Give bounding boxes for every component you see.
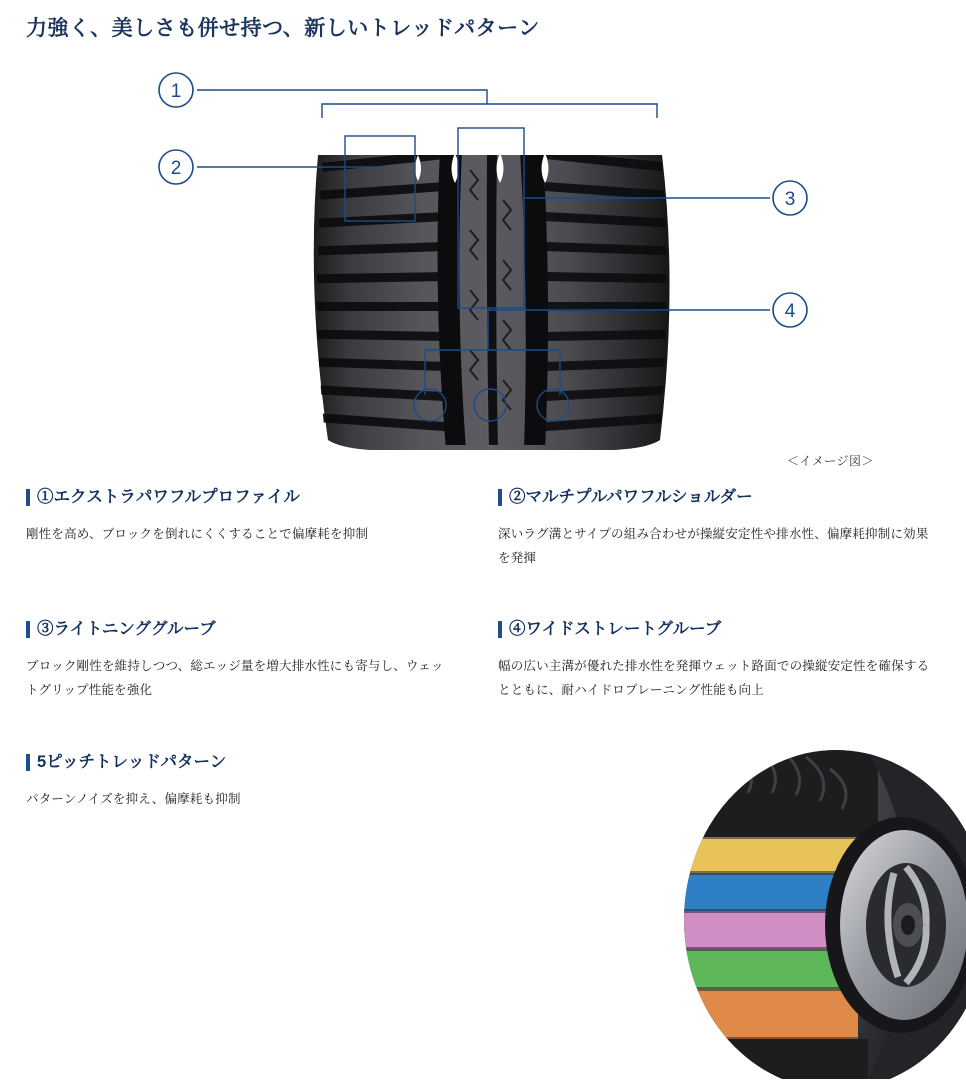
callout-marker-1 — [159, 73, 193, 107]
callout-marker-3 — [773, 181, 807, 215]
feature-block-1 — [26, 487, 456, 569]
feature-block-5 — [26, 752, 456, 834]
feature-body: 幅の広い主溝が優れた排水性を発揮ウェット路面での操縦安定性を確保するとともに、耐ハイドロプレーニング性能も向上 — [498, 659, 930, 697]
svg-text:3: 3 — [784, 189, 796, 210]
tread-pattern-diagram — [0, 50, 966, 470]
tire-photo-pitch-pattern — [668, 745, 966, 1079]
feature-block-2 — [498, 487, 938, 592]
tire-tread-illustration — [314, 150, 670, 450]
page-title: 力強く、美しさも併せ持つ、新しいトレッドパターン — [26, 17, 540, 40]
svg-text:1: 1 — [170, 81, 182, 102]
feature-title: 5ピッチトレッドパターン — [26, 752, 456, 773]
callout-marker-4 — [773, 293, 807, 327]
feature-title: ①エクストラパワフルプロファイル — [26, 487, 456, 508]
callout-marker-2 — [159, 150, 193, 184]
feature-title: ③ライトニンググルーブ — [26, 619, 456, 640]
svg-text:4: 4 — [784, 301, 796, 322]
feature-block-3 — [26, 619, 456, 724]
feature-block-4 — [498, 619, 938, 724]
feature-title: ④ワイドストレートグルーブ — [498, 619, 938, 640]
svg-text:2: 2 — [170, 158, 182, 179]
image-caption: ＜イメージ図＞ — [786, 454, 874, 468]
feature-title: ②マルチプルパワフルショルダー — [498, 487, 938, 508]
feature-body: 深いラグ溝とサイプの組み合わせが操縦安定性や排水性、偏摩耗抑制に効果を発揮 — [498, 527, 929, 565]
feature-body: パターンノイズを抑え、偏摩耗も抑制 — [26, 792, 241, 807]
feature-body: 剛性を高め、ブロックを倒れにくくすることで偏摩耗を抑制 — [26, 527, 369, 542]
feature-body: ブロック剛性を維持しつつ、総エッジ量を増大排水性にも寄与し、ウェットグリップ性能を強化 — [26, 659, 444, 697]
